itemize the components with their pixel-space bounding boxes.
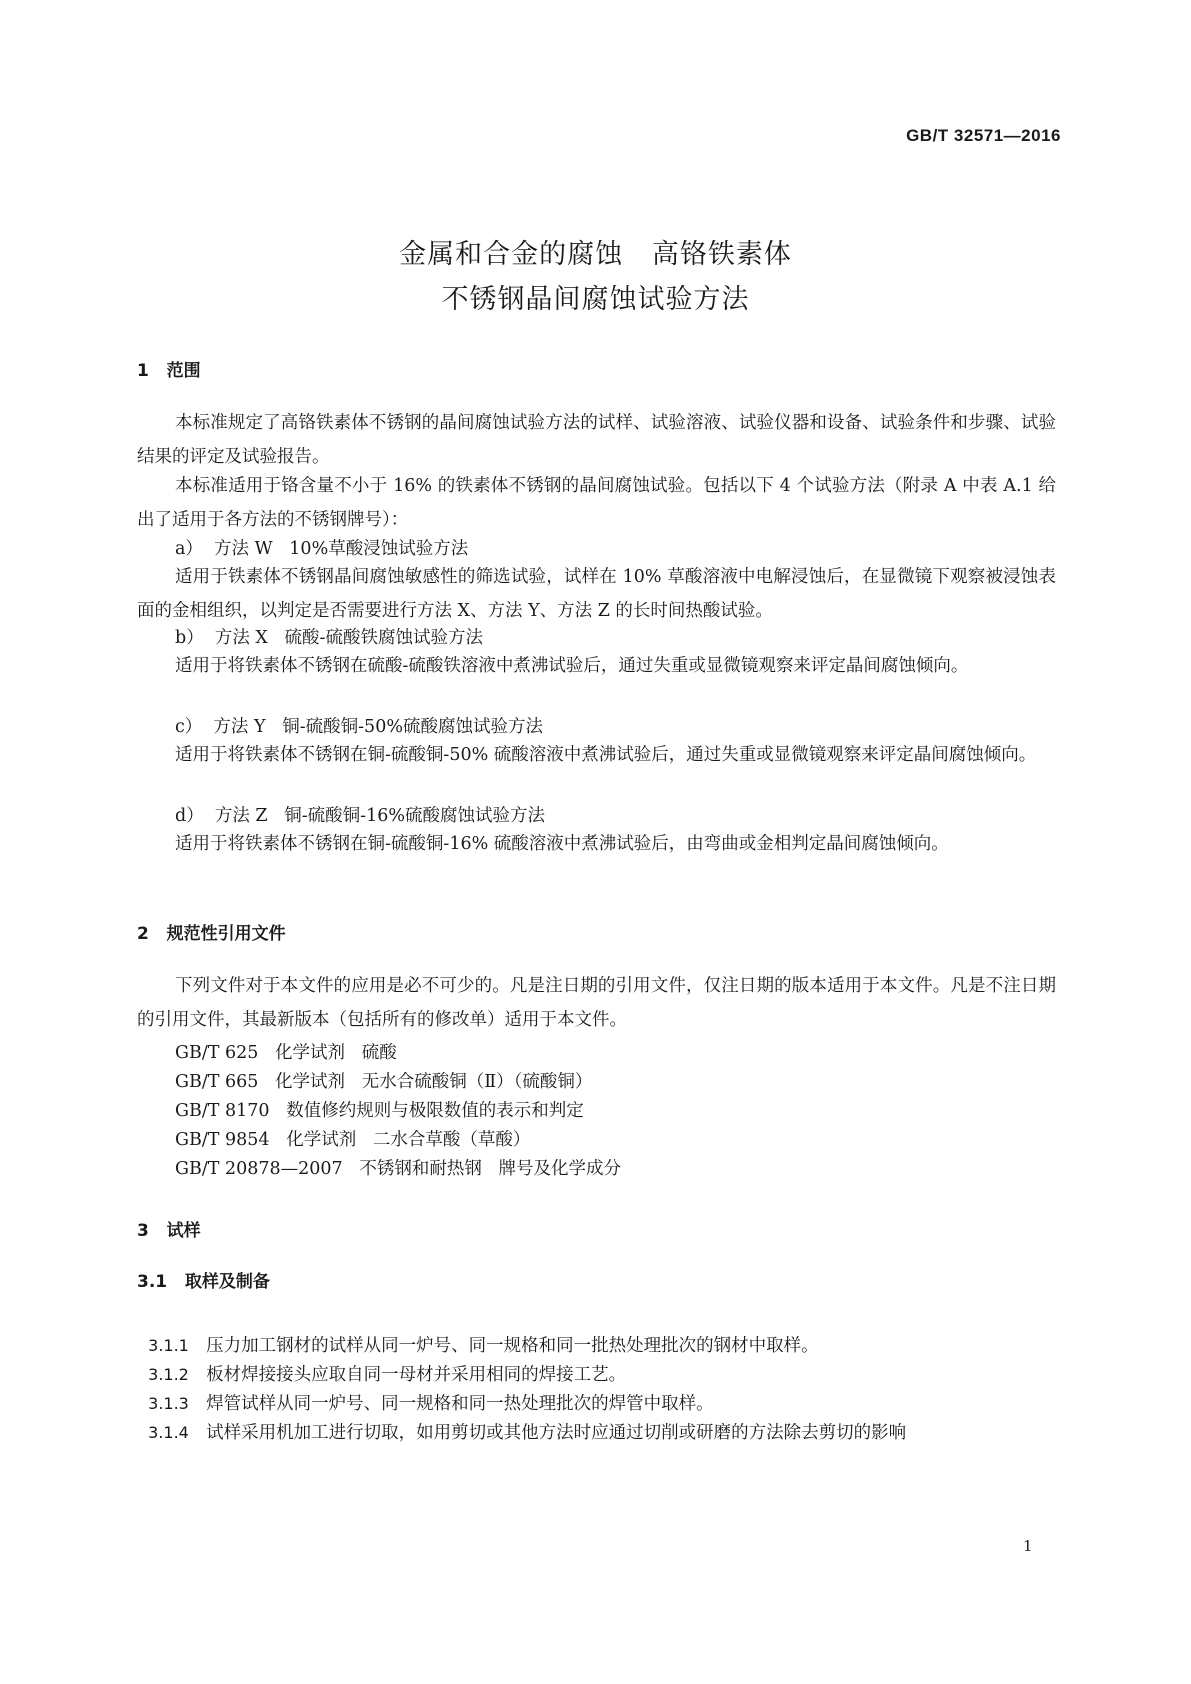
method-w-description: 适用于铁素体不锈钢晶间腐蚀敏感性的筛选试验，试样在 10% 草酸溶液中电解浸蚀后，在显微镜下观察被浸蚀表面的金相组织，以判定是否需要进行方法 X、方法 Y、方法 Z 的长时间热酸试验。	[137, 567, 1056, 621]
scope-paragraph-1: 本标准规定了高铬铁素体不锈钢的晶间腐蚀试验方法的试样、试验溶液、试验仪器和设备、试验条件和步骤、试验结果的评定及试验报告。	[137, 413, 1056, 467]
reference-item: GB/T 665 化学试剂 无水合硫酸铜（Ⅱ）（硫酸铜）	[175, 1072, 593, 1092]
section-1-heading: 1 范围	[137, 361, 201, 381]
scope-paragraph-2: 本标准适用于铬含量不小于 16% 的铁素体不锈钢的晶间腐蚀试验。包括以下 4 个试验方法（附录 A 中表 A.1 给出了适用于各方法的不锈钢牌号）：	[137, 476, 1056, 530]
reference-item: GB/T 20878—2007 不锈钢和耐热钢 牌号及化学成分	[175, 1159, 622, 1179]
reference-item: GB/T 9854 化学试剂 二水合草酸（草酸）	[175, 1130, 531, 1150]
clause-number: 3.1.1	[148, 1336, 189, 1355]
clause-number: 3.1.3	[148, 1394, 189, 1413]
section-3-heading: 3 试样	[137, 1221, 201, 1241]
reference-item: GB/T 625 化学试剂 硫酸	[175, 1043, 397, 1063]
method-x-item: b） 方法 X 硫酸-硫酸铁腐蚀试验方法	[175, 628, 483, 648]
section-2-heading: 2 规范性引用文件	[137, 924, 286, 944]
method-y-description: 适用于将铁素体不锈钢在铜-硫酸铜-50% 硫酸溶液中煮沸试验后，通过失重或显微镜观察来评定晶间腐蚀倾向。	[175, 745, 1037, 765]
method-z-item: d） 方法 Z 铜-硫酸铜-16%硫酸腐蚀试验方法	[175, 806, 545, 826]
clause-number: 3.1.4	[148, 1423, 189, 1442]
method-y-item: c） 方法 Y 铜-硫酸铜-50%硫酸腐蚀试验方法	[175, 717, 543, 737]
method-z-description: 适用于将铁素体不锈钢在铜-硫酸铜-16% 硫酸溶液中煮沸试验后，由弯曲或金相判定晶间腐蚀倾向。	[175, 834, 949, 854]
reference-item: GB/T 8170 数值修约规则与极限数值的表示和判定	[175, 1101, 584, 1121]
normative-references-paragraph: 下列文件对于本文件的应用是必不可少的。凡是注日期的引用文件，仅注日期的版本适用于本文件。凡是不注日期的引用文件，其最新版本（包括所有的修改单）适用于本文件。	[137, 976, 1056, 1030]
clause-text: 板材焊接接头应取自同一母材并采用相同的焊接工艺。	[206, 1365, 627, 1385]
document-title-line-1: 金属和合金的腐蚀 高铬铁素体	[399, 239, 792, 270]
clause-text: 试样采用机加工进行切取，如用剪切或其他方法时应通过切削或研磨的方法除去剪切的影响	[206, 1423, 907, 1443]
section-3-1-heading: 3.1 取样及制备	[137, 1272, 270, 1292]
clause-number: 3.1.2	[148, 1365, 189, 1384]
clause-text: 压力加工钢材的试样从同一炉号、同一规格和同一批热处理批次的钢材中取样。	[206, 1336, 819, 1356]
clause-text: 焊管试样从同一炉号、同一规格和同一热处理批次的焊管中取样。	[206, 1394, 714, 1414]
document-title-line-2: 不锈钢晶间腐蚀试验方法	[441, 284, 750, 315]
clause-3-1-4	[137, 1399, 1056, 1444]
method-w-item: a） 方法 W 10%草酸浸蚀试验方法	[175, 539, 469, 559]
page-number: 1	[1023, 1537, 1033, 1555]
method-x-description: 适用于将铁素体不锈钢在硫酸-硫酸铁溶液中煮沸试验后，通过失重或显微镜观察来评定晶间腐蚀倾向。	[175, 656, 969, 676]
document-code: GB/T 32571—2016	[906, 126, 1061, 145]
